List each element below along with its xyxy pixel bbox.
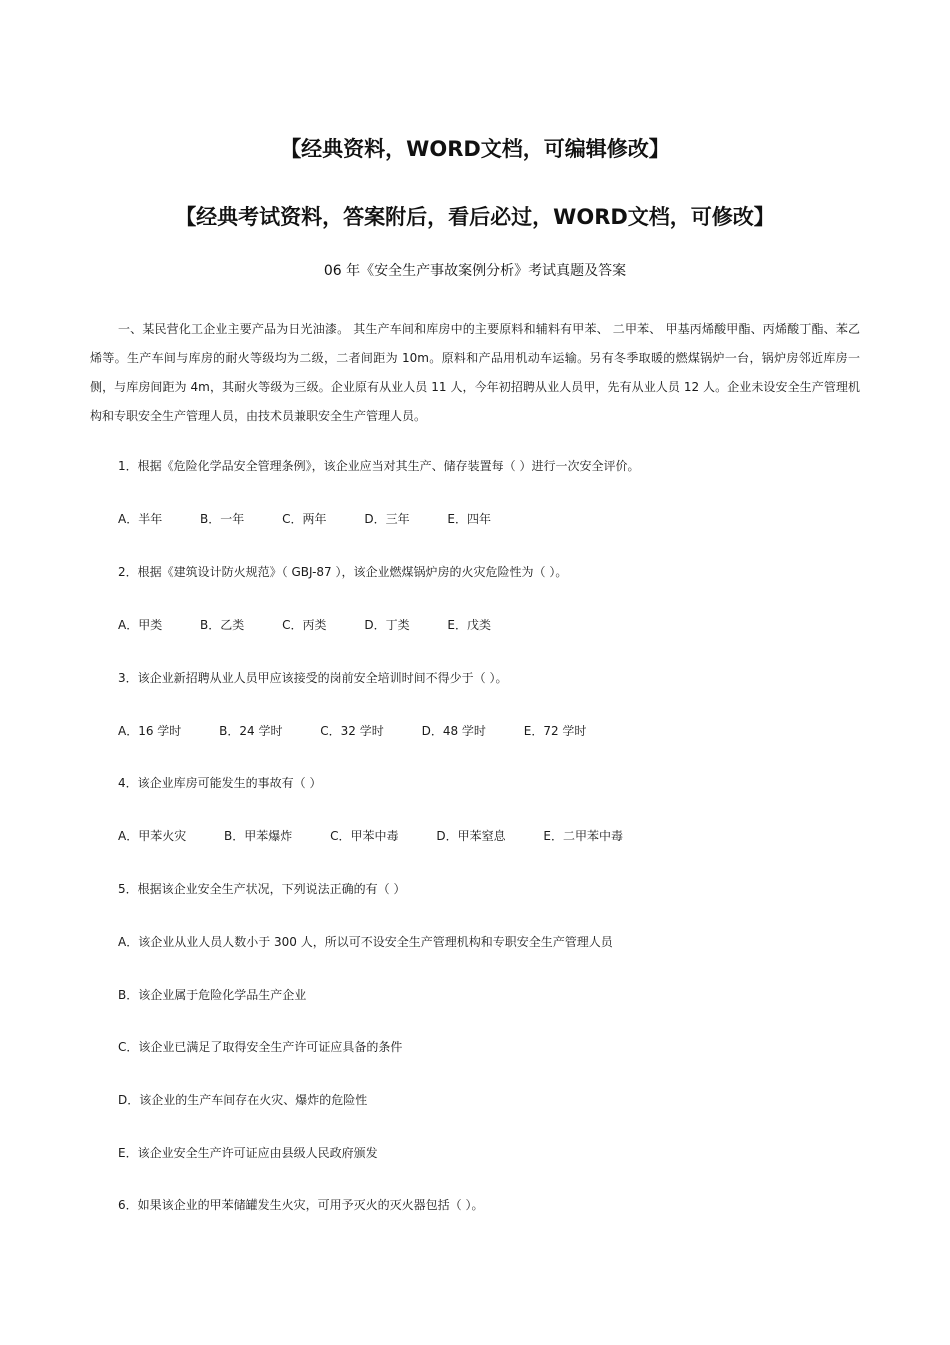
question-1: 1．根据《危险化学品安全管理条例》，该企业应当对其生产、储存装置每（ ）进行一次安全评价。 [118,459,640,473]
option: E．72 学时 [523,724,587,738]
question-5: 5．根据该企业安全生产状况，下列说法正确的有（ ） [118,882,406,896]
header-line-2: 【经典考试资料，答案附后，看后必过，WORD文档，可修改】 [175,205,775,229]
question-5-option-c: C．该企业已满足了取得安全生产许可证应具备的条件 [118,1040,403,1054]
option: E．戊类 [447,618,491,632]
option: B．甲苯爆炸 [224,829,293,843]
case-intro-paragraph: 一、某民营化工企业主要产品为日光油漆。 其生产车间和库房中的主要原料和辅料有甲苯、 二甲苯、 甲基丙烯酸甲酯、丙烯酸丁酯、苯乙烯等。生产车间与库房的耐火等级均为二级，二者间距为 10m。原料和产品用机动车运输。另有冬季取暖的燃煤锅炉一台，锅炉房邻近库房一侧，与库房间距为 4m，其耐火等级为三级。企业原有从业人员 11 人，今年初招聘从业人员甲，先有从业人员 12 人。企业未设安全生产管理机构和专职安全生产管理人员，由技术员兼职安全生产管理人员。 [90,322,860,423]
option: C．两年 [282,512,327,526]
option: A．16 学时 [118,724,182,738]
question-5-option-d: D．该企业的生产车间存在火灾、爆炸的危险性 [118,1093,368,1107]
option: A．甲苯火灾 [118,829,187,843]
option: C．丙类 [282,618,327,632]
question-5-option-e: E．该企业安全生产许可证应由县级人民政府颁发 [118,1146,378,1160]
option: D．三年 [364,512,410,526]
option: E．四年 [447,512,491,526]
option: D．甲苯窒息 [436,829,506,843]
option: B．24 学时 [219,724,283,738]
option: B．乙类 [200,618,245,632]
question-5-option-a: A．该企业从业人员人数小于 300 人，所以可不设安全生产管理机构和专职安全生产管理人员 [118,935,613,949]
option: A．半年 [118,512,163,526]
option: B．一年 [200,512,245,526]
question-2: 2．根据《建筑设计防火规范》（ GBJ-87 ），该企业燃煤锅炉房的火灾危险性为（ ）。 [118,565,568,579]
option: A．甲类 [118,618,163,632]
question-5-option-b: B．该企业属于危险化学品生产企业 [118,988,307,1002]
header-line-1: 【经典资料，WORD文档，可编辑修改】 [280,137,670,161]
option: D．丁类 [364,618,410,632]
option: D．48 学时 [421,724,486,738]
option: C．32 学时 [320,724,384,738]
option: C．甲苯中毒 [330,829,399,843]
question-2-options [118,616,525,633]
question-3: 3．该企业新招聘从业人员甲应该接受的岗前安全培训时间不得少于（ ）。 [118,671,508,685]
question-4: 4．该企业库房可能发生的事故有（ ） [118,776,322,790]
question-6: 6．如果该企业的甲苯储罐发生火灾，可用予灭火的灭火器包括（ ）。 [118,1198,484,1212]
question-3-options [118,722,620,739]
question-4-options [118,827,657,844]
option: E．二甲苯中毒 [543,829,623,843]
document-title: 06 年《安全生产事故案例分析》考试真题及答案 [323,263,627,279]
question-1-options [118,510,525,527]
